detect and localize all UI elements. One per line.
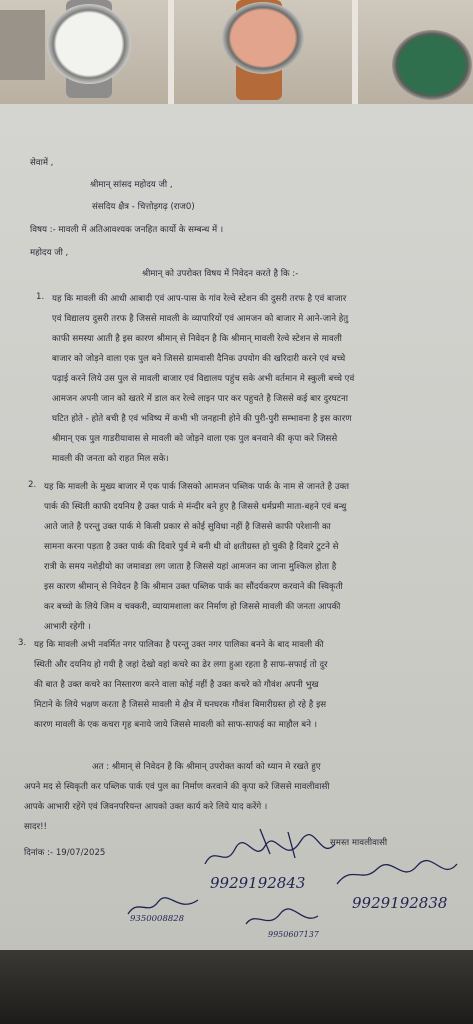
- case-divider: [168, 0, 174, 112]
- point-line: स्थिती और दयनिय हो गयी है जहां देखो वहां कचरे का ढेर लगा हुआ रहता है साफ-सफाई तो दुर: [34, 660, 328, 670]
- addressee: महोदय जी ,: [30, 248, 69, 258]
- point-line: आभारी रहेगी ।: [44, 622, 91, 632]
- point-line: यह कि मावली अभी नवर्मित नगर पालिका है परन्तु उक्त नगर पालिका बनने के बाद मावली की: [34, 640, 324, 650]
- handwritten-phone: 9929192838: [352, 894, 448, 912]
- point-line: आमजन अपनी जान को खतरे में डाल कर रेल्वे लाइन पार कर पहुचते है जिससे कई बार दुरघटना: [52, 394, 348, 404]
- closing-line: आपके आभारी रहेंगे एवं जिवनपरियन्त आपको उक्त कार्य करे लिये याद करेंगे ।: [24, 802, 268, 812]
- point-number: 2.: [28, 480, 37, 490]
- display-box: [0, 10, 45, 80]
- point-line: मावली की जनता को राहत मिल सके।: [52, 454, 169, 464]
- handwritten-phone: 9350008828: [130, 914, 185, 924]
- recipient: श्रीमान् सांसद महोदय जी ,: [90, 180, 173, 190]
- watch-green: [392, 30, 472, 100]
- point-line: सामना करना पड़ता है उक्त पार्क की दिवारे पुर्व मे बनी थी वो क्षतीग्रस्त हो चुकी है दिवारे टुटने से: [44, 542, 339, 552]
- point-line: श्रीमान् एक पुल गाडरीयावास से मावली को जोड़ने वाला एक पुल बनवाने की कृपा करे जिससे: [52, 434, 338, 444]
- intro-line: श्रीमान् को उपरोक्त विषय में निवेदन करते है कि :-: [142, 269, 299, 279]
- closing-line: अत : श्रीमान् से निवेदन है कि श्रीमान् उपरोक्त कार्या को ध्यान मे रखते हुए: [92, 762, 321, 772]
- point-number: 1.: [36, 292, 45, 302]
- constituency: संसदिय क्षैत्र - चित्तोड़गढ़ (राज0): [92, 202, 195, 212]
- signature-scribble: [332, 854, 462, 894]
- point-line: एवं विद्यालय दुसरी तरफ है जिससे मावली के व्यापारियों एवं आमजन को बाजार मे आने-जाने हेतु: [52, 314, 349, 324]
- point-line: रात्री के समय नशेड़ीयो का जमावडा लग जाता है जिससे यहां आमजन का जाना मुश्किल होता है: [44, 562, 337, 572]
- watch-display-case: [0, 0, 473, 112]
- closing-line: अपने मद से स्विकृती कर पब्लिक पार्क एवं पुल का निर्माण करवाने की कृपा करे जिससे मावलीवासी: [24, 782, 330, 792]
- watch-salmon: [222, 2, 304, 74]
- point-line: आते जाते है परन्तु उक्त पार्क मे किसी प्रकार से कोई सुविधा नहीं है जिससे काफी परेशानी का: [44, 522, 331, 532]
- letter-page: [0, 104, 473, 950]
- subject-line: विषय :- मावली में अतिआवश्यक जनहित कार्यो के सम्बन्ध में ।: [30, 225, 224, 235]
- desk-surface: [0, 950, 473, 1024]
- point-line: घटित होते - होते बची है एवं भविष्य में कभी भी जनहानी होने की पुरी-पुरी सम्भावना है इस कारण: [52, 414, 352, 424]
- regards: सादर!!: [24, 822, 48, 832]
- signature-scribble: [200, 824, 340, 874]
- point-line: कर बच्चो के लिये जिम व चक्करी, व्यायामशाला कर निर्माण हो जिससे मावली की जनता आपकी: [44, 602, 341, 612]
- point-line: मिटाने के लिये भक्षण करता है जिससे मावली मे क्षैत्र में घनघरक गौवंश बिमारीग्रस्त हो रहे है इस: [34, 700, 327, 710]
- point-line: इस कारण श्रीमान् से निवेदन है कि श्रीमान उक्त पब्लिक पार्क का सौंदर्यकरण करवाने की स्विकृती: [44, 582, 343, 592]
- handwritten-phone: 9950607137: [268, 930, 319, 939]
- point-line: पार्क की स्थिती काफी दयनिय है उक्त पार्क मे मंन्दीर बने हुए है जिससे धर्मप्रमी माता-बहने एवं बन्धु: [44, 502, 347, 512]
- point-line: की बात है उक्त कचरे का निस्तारण करने वाला कोई नहीं है उक्त कचरे को गौवंश अपनी भुख: [34, 680, 319, 690]
- point-line: बाजार को जोड़ने वाला एक पुल बने जिससे ग्रामवासी दैनिक उपयोग की खरिदारी करने एवं बच्चे: [52, 354, 346, 364]
- point-line: कारण मावली के एक कचरा गृह बनाये जाये जिससे मावली को साफ-साफई का माहौल बने ।: [34, 720, 317, 730]
- point-line: काफी समस्या आती है इस कारण श्रीमान् से निवेदन है कि श्रीमान् मावली रेल्वे स्टेशन से मावली: [52, 334, 342, 344]
- watch-silver: [47, 4, 131, 84]
- signatory-label: समस्त मावलीवासी: [330, 838, 388, 848]
- case-divider: [352, 0, 358, 112]
- point-line: यह कि मावली के मुख्य बाजार में एक पार्क जिसको आमजन पब्लिक पार्क के नाम से जानते है उक्त: [44, 482, 350, 492]
- point-line: यह कि मावली की आधी आबादी एवं आप-पास के गांव रेल्वे स्टेशन की दुसरी तरफ है एवं बाजार: [52, 294, 347, 304]
- point-number: 3.: [18, 638, 27, 648]
- date-line: दिनांक :- 19/07/2025: [24, 848, 106, 858]
- point-line: पढ़ाई करने लिये उस पुल से मावली बाजार एवं विद्यालय पहुंच सके अभी वर्तमान मे स्कुली बच्चे एवं: [52, 374, 355, 384]
- handwritten-phone: 9929192843: [210, 874, 306, 892]
- salutation: सेवामें ,: [30, 158, 54, 168]
